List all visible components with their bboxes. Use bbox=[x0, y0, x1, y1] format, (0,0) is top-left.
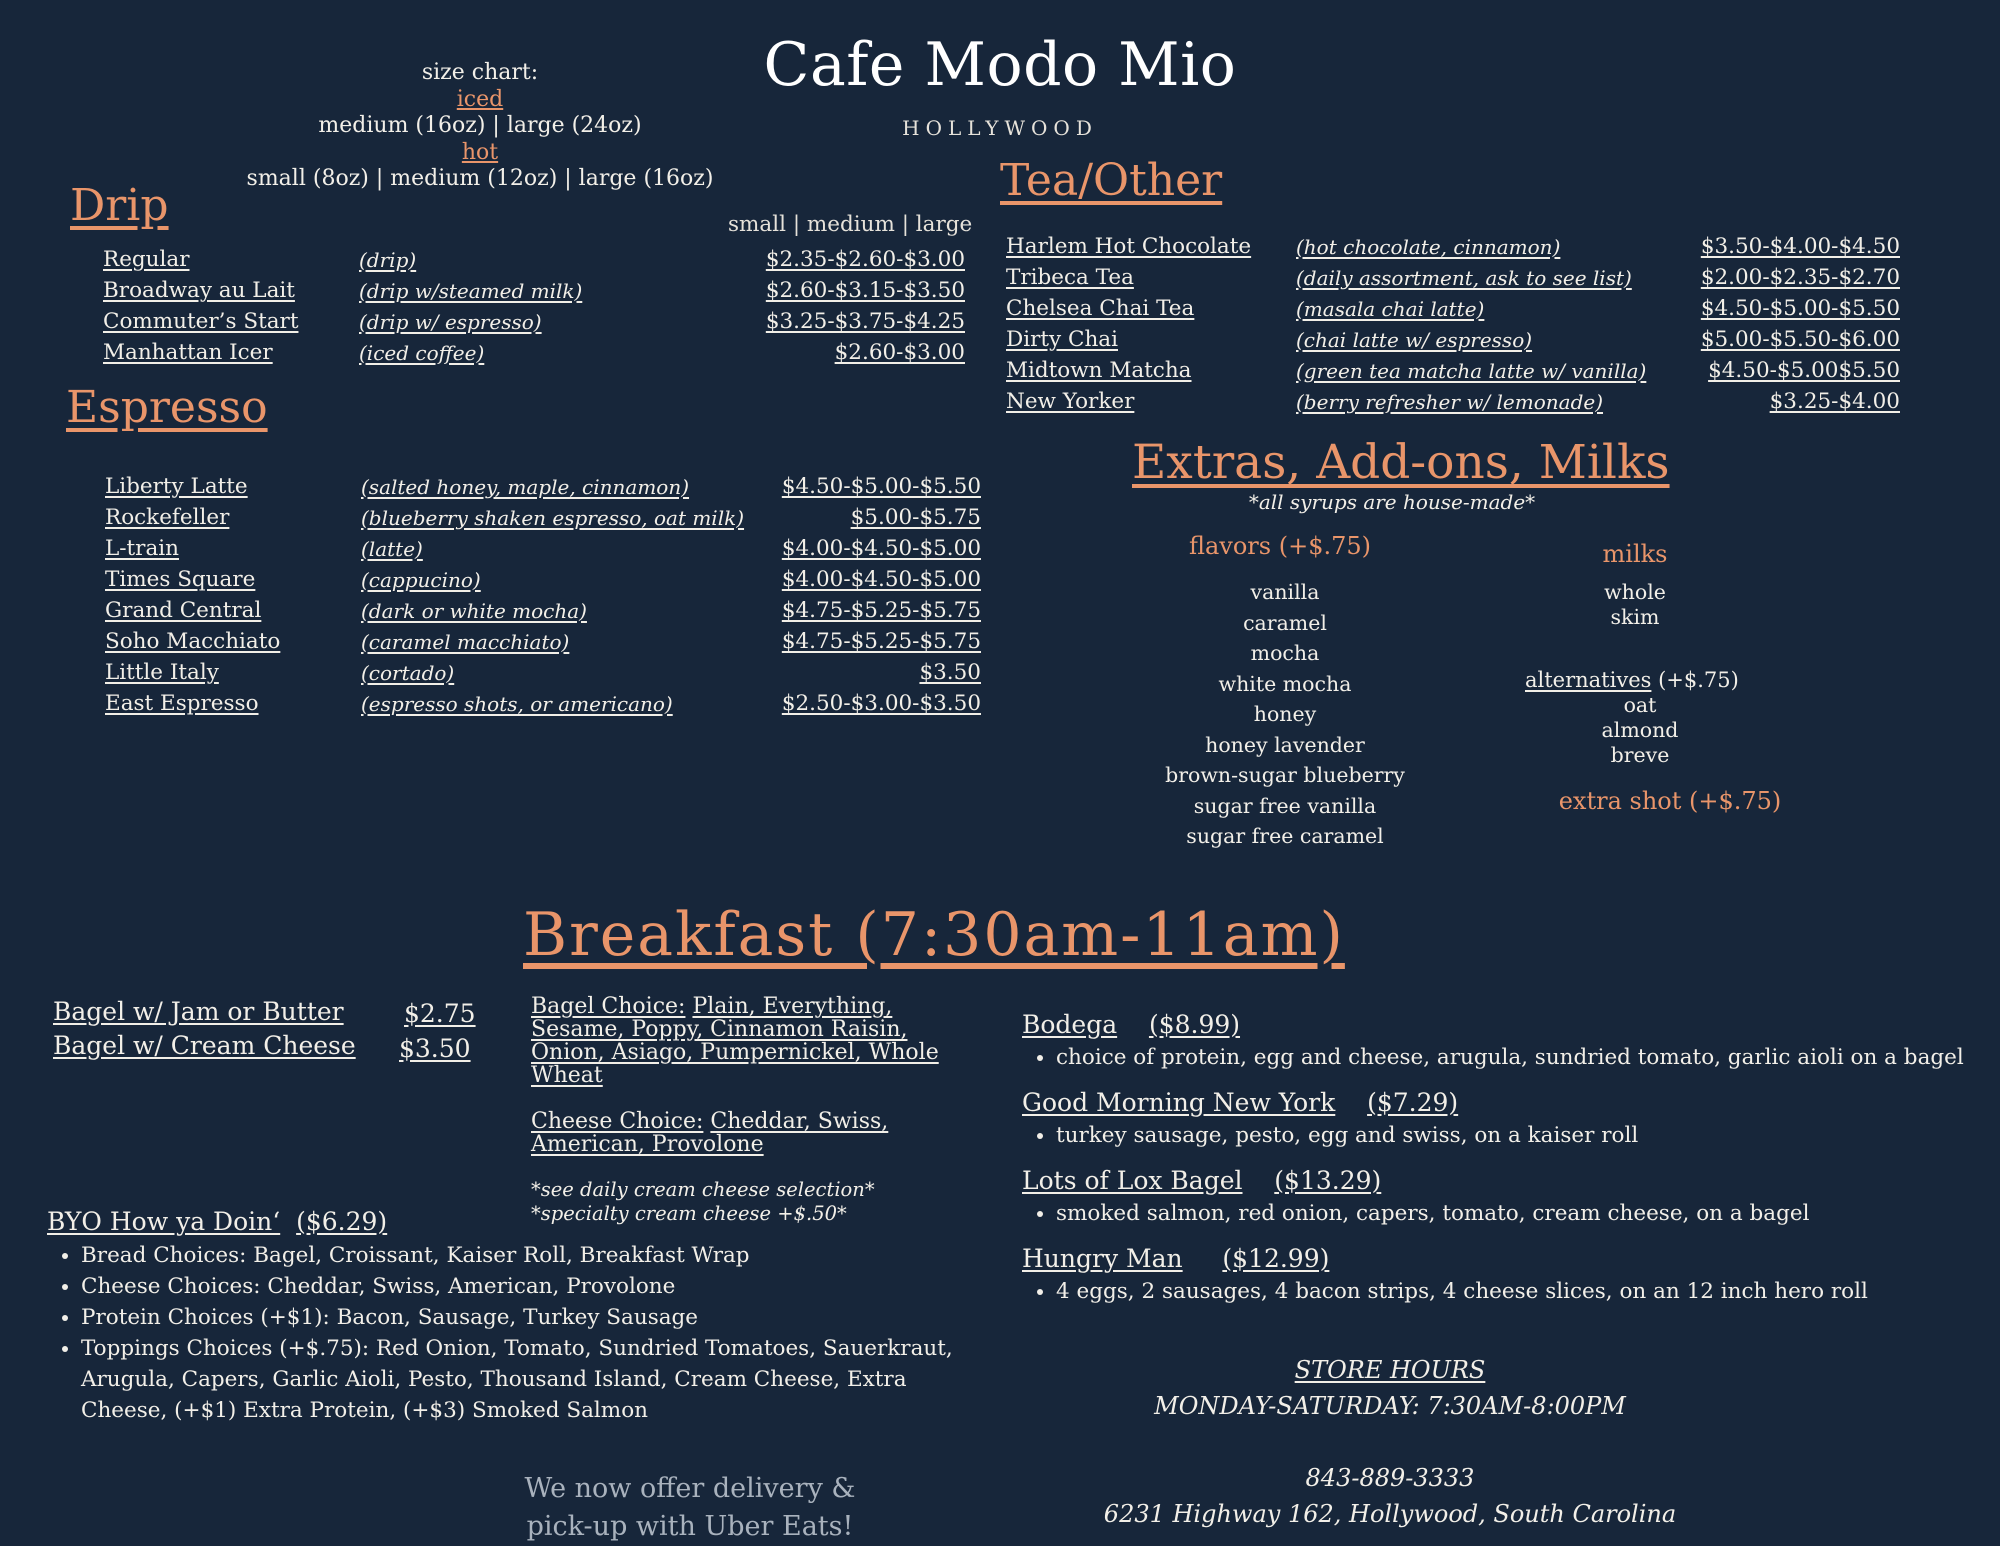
item-price: $4.00-$4.50-$5.00 bbox=[781, 536, 981, 561]
item-price: $3.25-$4.00 bbox=[1769, 389, 1900, 414]
item-price: $3.50 bbox=[919, 660, 981, 685]
menu-row bbox=[103, 306, 965, 337]
specialty-cream-cheese-note: *specialty cream cheese +$.50* bbox=[531, 1202, 847, 1225]
item-description: (blueberry shaken espresso, oat milk) bbox=[361, 505, 745, 530]
item-name: Chelsea Chai Tea bbox=[1006, 296, 1195, 321]
flavors-list bbox=[1120, 577, 1450, 852]
item-price: $4.75-$5.25-$5.75 bbox=[781, 629, 981, 654]
list-item: • 4 eggs, 2 sausages, 4 bacon strips, 4 cheese slices, on an 12 inch hero roll bbox=[1056, 1276, 2000, 1307]
drip-menu-table bbox=[103, 244, 965, 368]
drip-section-title: Drip bbox=[70, 180, 169, 231]
size-chart-iced-sizes: medium (16oz) | large (24oz) bbox=[318, 113, 642, 138]
item-description: (green tea matcha latte w/ vanilla) bbox=[1296, 358, 1647, 383]
list-item: • Cheese Choices: Cheddar, Swiss, American, Provolone bbox=[81, 1271, 961, 1302]
bagel-choice-options: Plain, Everything, Sesame, Poppy, Cinnamon Raisin, Onion, Asiago, Pumpernickel, Whole Wheat bbox=[531, 994, 939, 1088]
sandwich-price: ($8.99) bbox=[1148, 1010, 1241, 1039]
milks-title: milks bbox=[1602, 540, 1668, 568]
bagel-choice-label: Bagel Choice: bbox=[531, 994, 686, 1019]
byo-price: ($6.29) bbox=[296, 1207, 388, 1236]
sandwich-description bbox=[1022, 1042, 2000, 1073]
item-name: Soho Macchiato bbox=[105, 629, 281, 654]
syrups-note: *all syrups are house-made* bbox=[1248, 490, 1536, 514]
drip-size-header: small | medium | large bbox=[728, 212, 973, 237]
item-description: (berry refresher w/ lemonade) bbox=[1296, 389, 1604, 414]
item-price: $3.50-$4.00-$4.50 bbox=[1700, 234, 1900, 259]
menu-row bbox=[1006, 293, 1900, 324]
cheese-choice-options: Cheddar, Swiss, American, Provolone bbox=[531, 1109, 889, 1157]
sandwich-heading bbox=[1022, 1166, 1381, 1195]
item-price: $2.60-$3.00 bbox=[834, 340, 965, 365]
bagel-choice bbox=[531, 995, 971, 1087]
alt-milk-item: almond bbox=[1601, 718, 1679, 742]
byo-name: BYO How ya Doin‘ bbox=[47, 1207, 281, 1236]
menu-row bbox=[105, 564, 981, 595]
menu-row bbox=[1006, 324, 1900, 355]
size-chart-hot-label: hot bbox=[461, 139, 499, 165]
item-name: L-train bbox=[105, 536, 180, 561]
menu-row bbox=[105, 502, 981, 533]
byo-choices-list bbox=[47, 1240, 961, 1426]
tea-menu-table bbox=[1006, 231, 1900, 417]
milks-list bbox=[1535, 580, 1735, 630]
sandwich-price: ($7.29) bbox=[1367, 1088, 1459, 1117]
size-chart-iced-label: iced bbox=[456, 86, 504, 112]
list-item: • Bread Choices: Bagel, Croissant, Kaiser Roll, Breakfast Wrap bbox=[81, 1240, 961, 1271]
byo-heading bbox=[47, 1207, 387, 1236]
alternatives-price: (+$.75) bbox=[1651, 668, 1739, 692]
item-name: New Yorker bbox=[1006, 389, 1135, 414]
item-name: Regular bbox=[103, 247, 190, 272]
menu-row bbox=[105, 533, 981, 564]
delivery-notice bbox=[440, 1470, 940, 1546]
menu-row bbox=[105, 471, 981, 502]
sandwich-description bbox=[1022, 1276, 2000, 1307]
item-description: (dark or white mocha) bbox=[361, 598, 587, 623]
item-description: (drip w/ espresso) bbox=[359, 309, 542, 334]
item-name: Manhattan Icer bbox=[103, 340, 273, 365]
flavor-item: brown-sugar blueberry bbox=[1165, 763, 1405, 787]
item-description: (daily assortment, ask to see list) bbox=[1296, 265, 1632, 290]
flavor-item: sugar free vanilla bbox=[1193, 793, 1377, 818]
menu-row bbox=[105, 595, 981, 626]
item-name: Rockefeller bbox=[105, 505, 230, 530]
milk-item: whole bbox=[1604, 580, 1666, 604]
item-description: (salted honey, maple, cinnamon) bbox=[361, 474, 690, 499]
cream-cheese-notes bbox=[531, 1178, 875, 1226]
store-phone: 843-889-3333 bbox=[1305, 1464, 1475, 1492]
item-price: $4.00-$4.50-$5.00 bbox=[781, 567, 981, 592]
flavor-item: caramel bbox=[1243, 610, 1327, 635]
size-chart-label: size chart: bbox=[421, 60, 539, 85]
sandwich-name: Lots of Lox Bagel bbox=[1022, 1166, 1243, 1195]
item-description: (hot chocolate, cinnamon) bbox=[1296, 234, 1561, 259]
item-price: $4.50-$5.00-$5.50 bbox=[781, 474, 981, 499]
sandwich-heading bbox=[1022, 1088, 1458, 1117]
menu-row bbox=[105, 626, 981, 657]
breakfast-section-title: Breakfast (7:30am-11am) bbox=[523, 900, 1345, 970]
cheese-choice bbox=[531, 1110, 951, 1156]
store-info bbox=[1100, 1352, 1680, 1532]
store-hours: MONDAY-SATURDAY: 7:30AM-8:00PM bbox=[1154, 1392, 1626, 1420]
menu-row bbox=[1006, 231, 1900, 262]
bagel-jam-name: Bagel w/ Jam or Butter bbox=[53, 997, 344, 1026]
alt-milk-item: oat bbox=[1623, 693, 1657, 717]
sandwich-heading bbox=[1022, 1010, 1240, 1039]
menu-row bbox=[1006, 355, 1900, 386]
item-description: (masala chai latte) bbox=[1296, 296, 1485, 321]
list-item: • turkey sausage, pesto, egg and swiss, on a kaiser roll bbox=[1056, 1120, 2000, 1151]
menu-row bbox=[103, 337, 965, 368]
location-subtitle: HOLLYWOOD bbox=[902, 116, 1098, 140]
item-description: (caramel macchiato) bbox=[361, 629, 570, 654]
page-title: Cafe Modo Mio bbox=[763, 30, 1237, 100]
item-description: (chai latte w/ espresso) bbox=[1296, 327, 1533, 352]
item-name: Grand Central bbox=[105, 598, 262, 623]
item-price: $4.50-$5.00-$5.50 bbox=[1700, 296, 1900, 321]
item-price: $4.75-$5.25-$5.75 bbox=[781, 598, 981, 623]
item-description: (drip) bbox=[359, 247, 417, 272]
item-name: Broadway au Lait bbox=[103, 278, 295, 303]
item-name: Midtown Matcha bbox=[1006, 358, 1192, 383]
cream-cheese-note: *see daily cream cheese selection* bbox=[531, 1178, 875, 1201]
sandwich-price: ($13.29) bbox=[1274, 1166, 1382, 1195]
item-name: East Espresso bbox=[105, 691, 259, 716]
flavor-item: white mocha bbox=[1218, 671, 1352, 696]
menu-row bbox=[103, 275, 965, 306]
sandwich-name: Bodega bbox=[1022, 1010, 1118, 1039]
alternatives-label: alternatives bbox=[1525, 668, 1652, 692]
item-price: $5.00-$5.75 bbox=[850, 505, 981, 530]
menu-row bbox=[1006, 386, 1900, 417]
alt-milk-item: breve bbox=[1610, 743, 1670, 767]
sandwich-name: Hungry Man bbox=[1022, 1244, 1183, 1273]
sandwich-description bbox=[1022, 1120, 2000, 1151]
menu-row bbox=[105, 688, 981, 719]
milk-item: skim bbox=[1610, 605, 1660, 629]
item-description: (espresso shots, or americano) bbox=[361, 691, 673, 716]
flavor-item: vanilla bbox=[1250, 580, 1320, 604]
item-description: (cappucino) bbox=[361, 567, 481, 592]
item-name: Commuter’s Start bbox=[103, 309, 299, 334]
flavor-item: sugar free caramel bbox=[1186, 824, 1384, 848]
item-description: (iced coffee) bbox=[359, 340, 485, 365]
tea-section-title: Tea/Other bbox=[1000, 155, 1223, 206]
alternatives-heading bbox=[1525, 668, 1739, 692]
item-price: $3.25-$3.75-$4.25 bbox=[765, 309, 965, 334]
item-description: (cortado) bbox=[361, 660, 455, 685]
delivery-line-1: We now offer delivery & bbox=[524, 1473, 856, 1504]
alternative-milks-list bbox=[1540, 693, 1740, 768]
list-item: • Protein Choices (+$1): Bacon, Sausage, Turkey Sausage bbox=[81, 1302, 961, 1333]
bagel-cream-cheese-name: Bagel w/ Cream Cheese bbox=[53, 1031, 356, 1060]
list-item: • choice of protein, egg and cheese, arugula, sundried tomato, garlic aioli on a bagel bbox=[1056, 1042, 2000, 1073]
sandwich-price: ($12.99) bbox=[1222, 1244, 1330, 1273]
item-description: (latte) bbox=[361, 536, 423, 561]
extras-section-title: Extras, Add-ons, Milks bbox=[1132, 435, 1670, 490]
flavor-item: honey bbox=[1253, 702, 1317, 726]
flavor-item: honey lavender bbox=[1205, 732, 1365, 757]
extra-shot: extra shot (+$.75) bbox=[1558, 787, 1782, 815]
espresso-section-title: Espresso bbox=[66, 382, 268, 433]
sandwich-heading bbox=[1022, 1244, 1329, 1273]
espresso-menu-table bbox=[105, 471, 981, 719]
bagel-jam-price: $2.75 bbox=[404, 999, 476, 1028]
item-price: $4.50-$5.00$5.50 bbox=[1708, 358, 1900, 383]
size-chart bbox=[180, 60, 780, 193]
item-price: $2.35-$2.60-$3.00 bbox=[765, 247, 965, 272]
item-price: $5.00-$5.50-$6.00 bbox=[1700, 327, 1900, 352]
item-name: Liberty Latte bbox=[105, 474, 248, 499]
item-description: (drip w/steamed milk) bbox=[359, 278, 583, 303]
store-address: 6231 Highway 162, Hollywood, South Carolina bbox=[1103, 1500, 1677, 1528]
size-chart-hot-sizes: small (8oz) | medium (12oz) | large (16oz) bbox=[246, 166, 714, 191]
item-name: Little Italy bbox=[105, 660, 219, 685]
item-price: $2.00-$2.35-$2.70 bbox=[1700, 265, 1900, 290]
flavors-title: flavors (+$.75) bbox=[1188, 532, 1371, 560]
store-hours-title: STORE HOURS bbox=[1294, 1356, 1486, 1384]
list-item: • Toppings Choices (+$.75): Red Onion, Tomato, Sundried Tomatoes, Sauerkraut, Arugula, Capers, Garlic Aioli, Pesto, Thousand Island, Cream Cheese, Extra Cheese, (+$1) Extra Protein, (+$3) Smoked Salmon bbox=[81, 1333, 961, 1426]
item-price: $2.60-$3.15-$3.50 bbox=[765, 278, 965, 303]
cheese-choice-label: Cheese Choice: bbox=[531, 1109, 704, 1134]
sandwich-description bbox=[1022, 1198, 2000, 1229]
menu-row bbox=[1006, 262, 1900, 293]
bagel-cream-cheese-price: $3.50 bbox=[399, 1034, 471, 1063]
item-name: Tribeca Tea bbox=[1006, 265, 1134, 290]
list-item: • smoked salmon, red onion, capers, tomato, cream cheese, on a bagel bbox=[1056, 1198, 2000, 1229]
item-price: $2.50-$3.00-$3.50 bbox=[781, 691, 981, 716]
menu-row bbox=[103, 244, 965, 275]
item-name: Harlem Hot Chocolate bbox=[1006, 234, 1252, 259]
item-name: Dirty Chai bbox=[1006, 327, 1119, 352]
item-name: Times Square bbox=[105, 567, 256, 592]
delivery-line-2: pick-up with Uber Eats! bbox=[526, 1511, 854, 1542]
menu-row bbox=[105, 657, 981, 688]
sandwich-name: Good Morning New York bbox=[1022, 1088, 1336, 1117]
flavor-item: mocha bbox=[1250, 641, 1320, 665]
